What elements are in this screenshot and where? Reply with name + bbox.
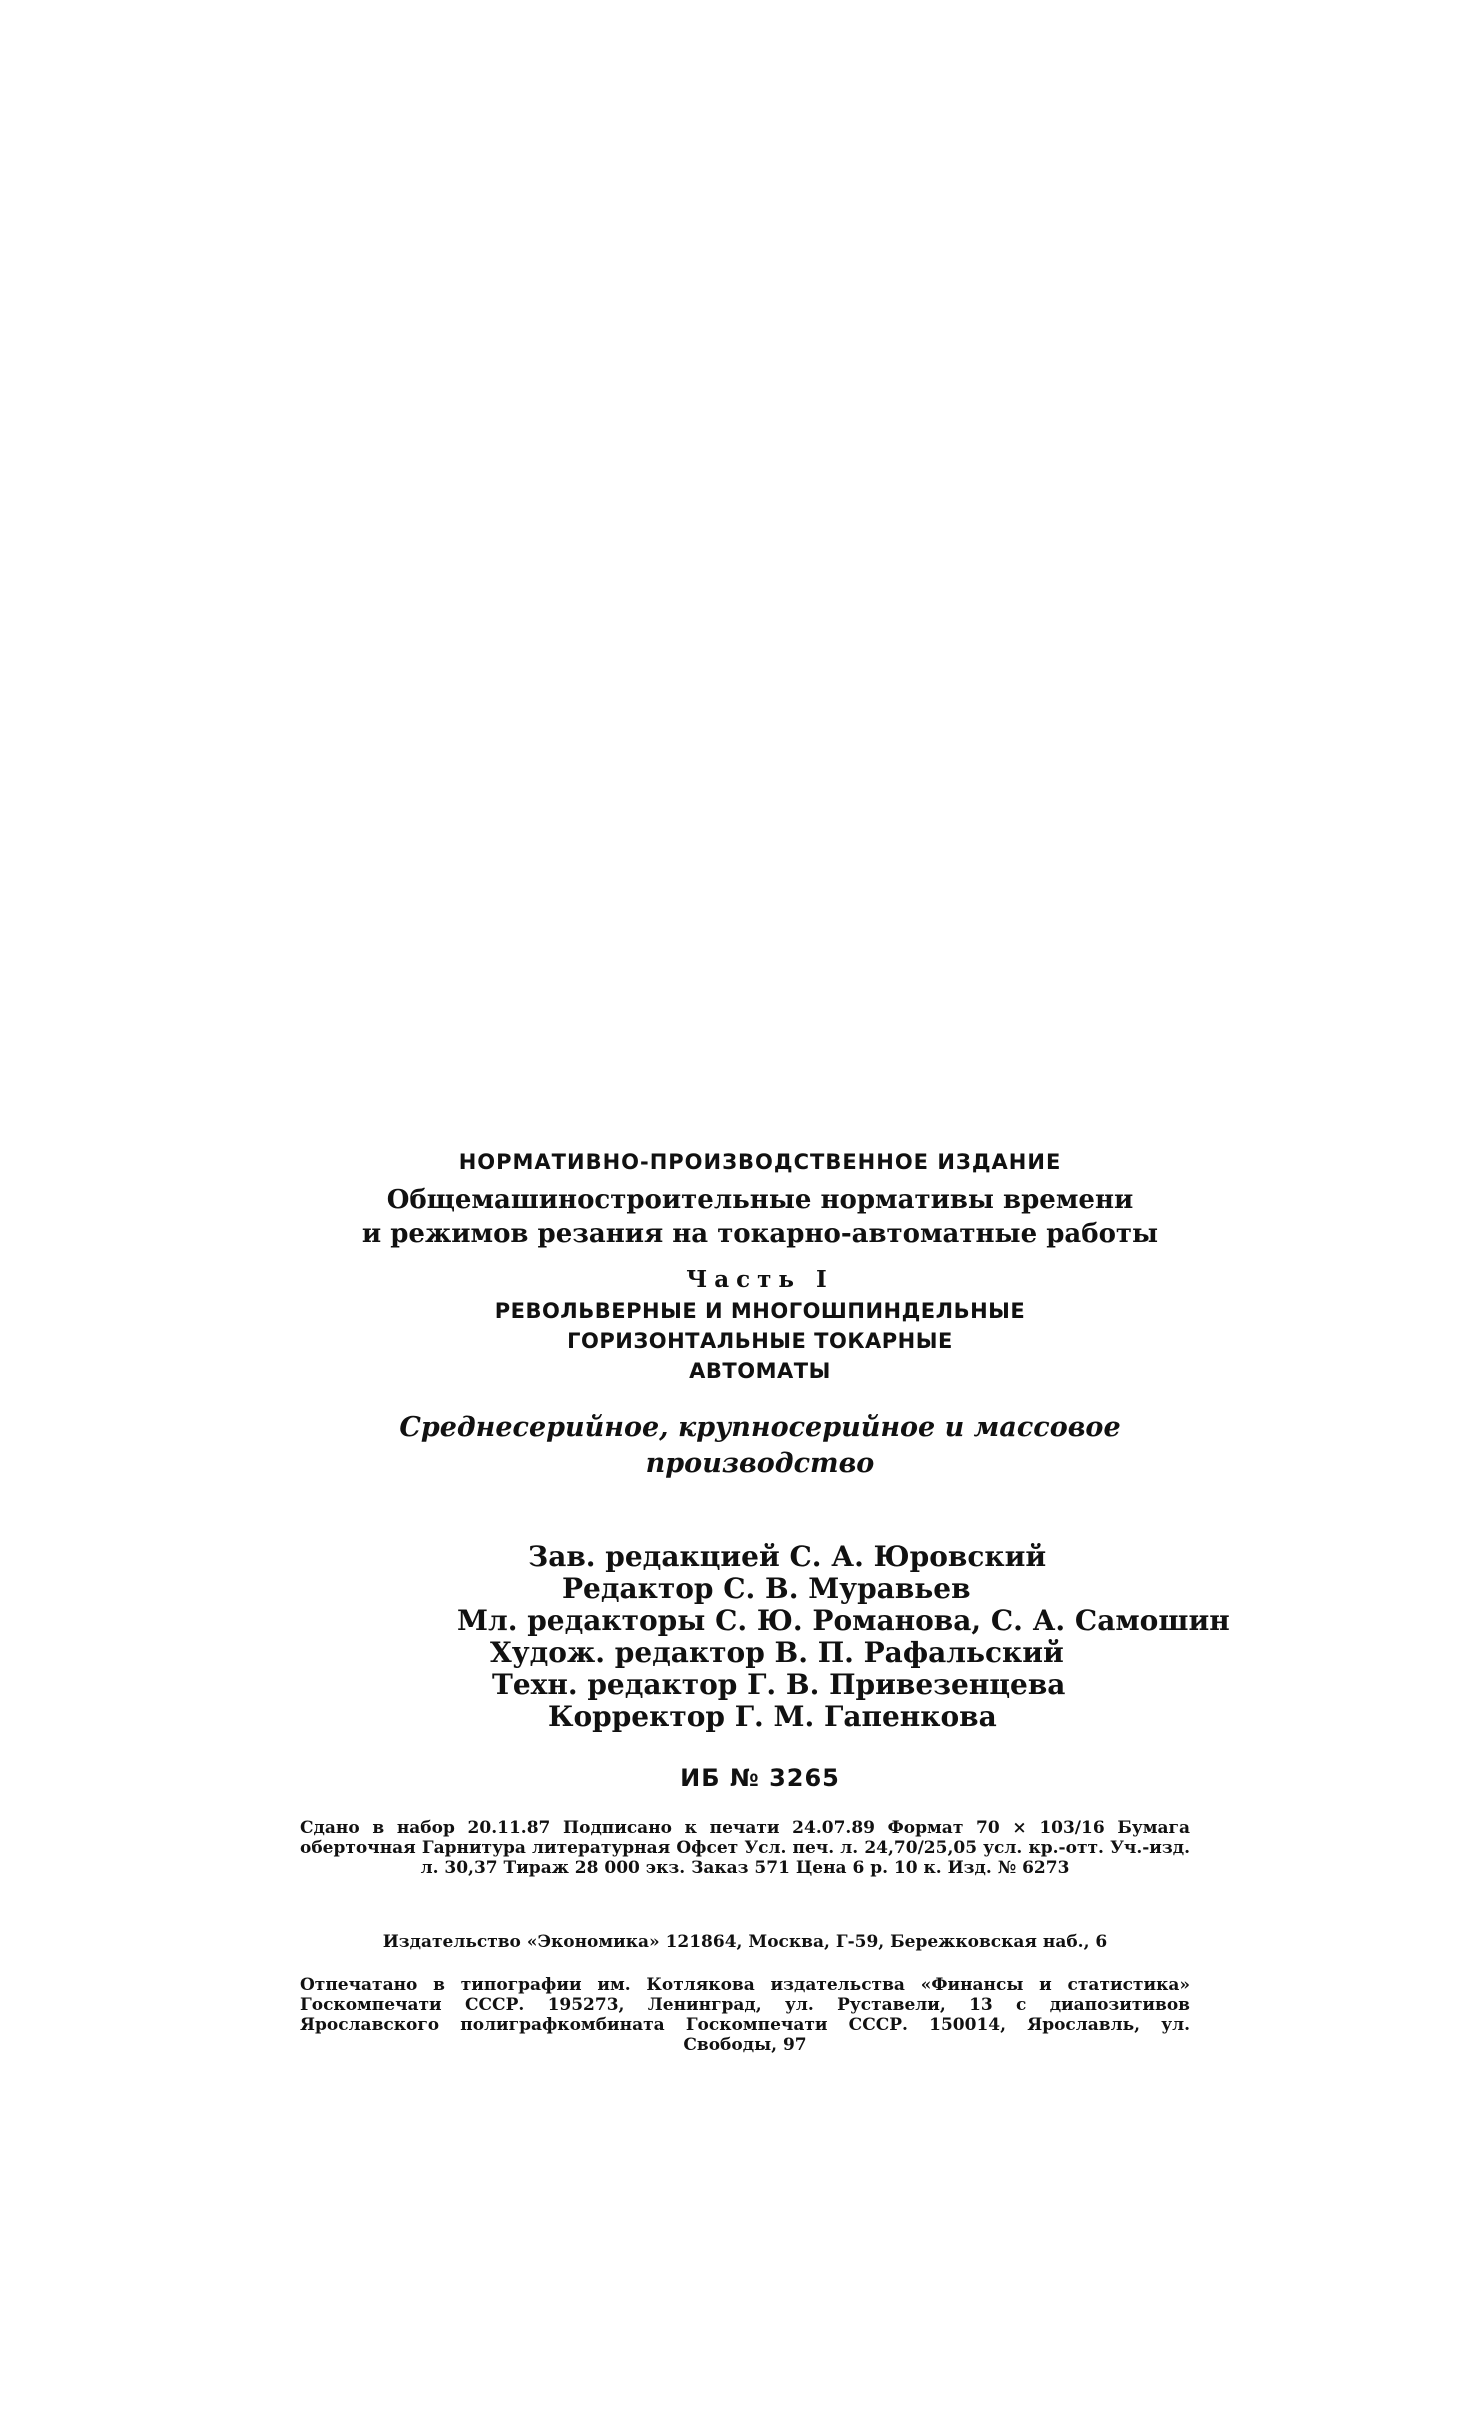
part-label: Часть I	[686, 1266, 834, 1293]
part-title-line-3: АВТОМАТЫ	[689, 1359, 831, 1383]
part-title	[330, 1296, 1190, 1386]
staff-art-editor: Худож. редактор В. П. Рафальский	[490, 1636, 1064, 1669]
editorial-staff	[330, 1540, 1230, 1733]
staff-junior-editors: Мл. редакторы С. Ю. Романова, С. А. Самошин	[457, 1604, 1230, 1637]
publication-type: НОРМАТИВНО-ПРОИЗВОДСТВЕННОЕ ИЗДАНИЕ	[458, 1150, 1062, 1174]
staff-head-editor: Зав. редакцией С. А. Юровский	[528, 1540, 1047, 1573]
book-title-line-1: Общемашиностроительные нормативы времени	[386, 1185, 1134, 1215]
production-type	[330, 1410, 1190, 1482]
printer-line: Отпечатано в типографии им. Котлякова издательства «Финансы и статистика» Госкомпечати СССР. 195273, Ленинград, ул. Руставели, 13 с диапозитивов Ярославского полиграфкомбината Госкомпечати СССР. 150014, Ярославль, ул. Свободы, 97	[300, 1975, 1190, 2055]
part-title-line-2: ГОРИЗОНТАЛЬНЫЕ ТОКАРНЫЕ	[567, 1329, 953, 1353]
imprint-details: Сдано в набор 20.11.87 Подписано к печати 24.07.89 Формат 70 × 103/16 Бумага оберточная Гарнитура литературная Офсет Усл. печ. л. 24,70/25,05 усл. кр.-отт. Уч.-изд. л. 30,37 Тираж 28 000 экз. Заказ 571 Цена 6 р. 10 к. Изд. № 6273	[300, 1818, 1190, 1878]
publisher-line: Издательство «Экономика» 121864, Москва, Г-59, Бережковская наб., 6	[382, 1932, 1108, 1952]
part-title-line-1: РЕВОЛЬВЕРНЫЕ И МНОГОШПИНДЕЛЬНЫЕ	[494, 1299, 1026, 1323]
staff-tech-editor: Техн. редактор Г. В. Привезенцева	[492, 1668, 1066, 1701]
staff-proofreader: Корректор Г. М. Гапенкова	[548, 1700, 997, 1733]
production-type-line-2: производство	[645, 1448, 875, 1479]
staff-editor: Редактор С. В. Муравьев	[562, 1572, 971, 1605]
book-title-line-2: и режимов резания на токарно-автоматные работы	[361, 1219, 1159, 1249]
production-type-line-1: Среднесерийное, крупносерийное и массовое	[399, 1412, 1121, 1443]
book-title	[330, 1183, 1190, 1251]
ib-number: ИБ № 3265	[680, 1764, 840, 1792]
